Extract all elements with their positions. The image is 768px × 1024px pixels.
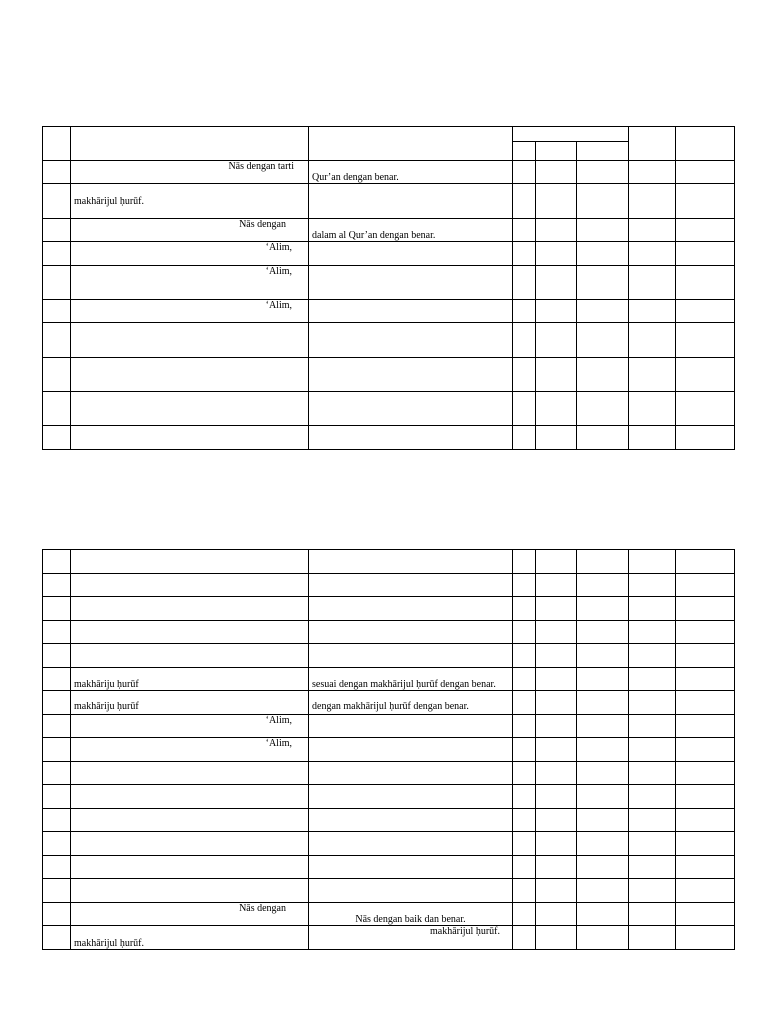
table-row [43,668,735,691]
header-sub-cell [577,142,629,161]
assessment-table-2 [42,549,735,950]
table-row [43,785,735,809]
table-row [43,691,735,715]
header-cell [629,127,676,161]
table-row [43,762,735,785]
cell-text: ‘Alim, [265,300,292,311]
header-sub-cell [513,142,536,161]
table-row [43,358,735,392]
cell-text: dalam al Qur’an dengan benar. [312,230,436,241]
table-row [43,550,735,574]
table-row [43,738,735,762]
table-row [43,323,735,358]
table-row [43,879,735,903]
header-cell [309,127,513,161]
table-row [43,392,735,426]
cell-text: dengan makhārijul ḥurūf dengan benar. [312,701,469,712]
header-group-cell [513,127,629,142]
table-row [43,161,735,184]
cell-text: Nās dengan baik dan benar. [355,914,466,925]
cell-text: makhāriju ḥurūf [74,679,139,690]
cell-text: makhārijul ḥurūf. [74,938,144,949]
table-row [43,242,735,266]
cell-text: Nās dengan tarti [228,161,294,172]
table-row [43,809,735,832]
table-row [43,597,735,621]
cell-text: makhārijul ḥurūf. [74,196,144,207]
cell-text: Nās dengan [239,219,286,230]
cell-text: makhāriju ḥurūf [74,701,139,712]
cell-text: Qur’an dengan benar. [312,172,399,183]
cell-text: Nās dengan [239,903,286,914]
cell-text: sesuai dengan makhārijul ḥurūf dengan benar. [312,679,496,690]
table-row [43,903,735,926]
header-cell [43,127,71,161]
table-row [43,300,735,323]
header-cell [71,127,309,161]
table-1-header-row-top [43,127,735,142]
cell-text: makhārijul ḥurūf. [430,926,500,937]
table-row [43,644,735,668]
table-row [43,266,735,300]
cell-text: ‘Alim, [265,242,292,253]
table-row [43,926,735,950]
table-row [43,621,735,644]
cell-text: ‘Alim, [265,715,292,726]
header-sub-cell [536,142,577,161]
assessment-table-1 [42,126,735,450]
cell-text: ‘Alim, [265,266,292,277]
table-row [43,574,735,597]
table-row [43,832,735,856]
table-row [43,715,735,738]
table-row [43,426,735,450]
table-row [43,219,735,242]
table-row [43,856,735,879]
cell-text: ‘Alim, [265,738,292,749]
table-row [43,184,735,219]
header-cell [676,127,735,161]
